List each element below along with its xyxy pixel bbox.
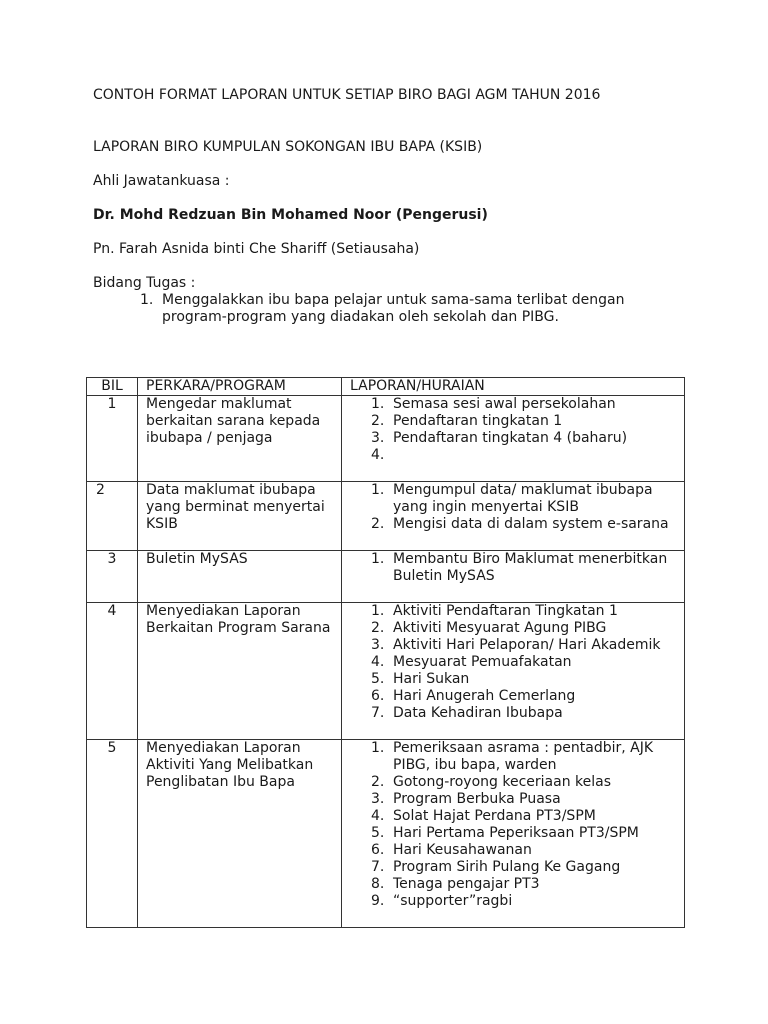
report-item-text: Hari Anugerah Cemerlang (393, 688, 576, 704)
row-report (342, 740, 685, 928)
chairperson-name: Dr. Mohd Redzuan Bin Mohamed Noor (Pengerusi) (93, 207, 488, 223)
row-report (342, 551, 685, 603)
document-title: CONTOH FORMAT LAPORAN UNTUK SETIAP BIRO BAGI AGM TAHUN 2016 (93, 87, 601, 103)
secretary-name: Pn. Farah Asnida binti Che Shariff (Setiausaha) (93, 241, 420, 257)
row-report (342, 482, 685, 551)
report-item (371, 654, 680, 671)
report-item (371, 740, 680, 774)
report-item (371, 808, 680, 825)
table-row (87, 482, 685, 551)
report-item-text: Aktiviti Pendaftaran Tingkatan 1 (393, 603, 618, 619)
report-item (371, 447, 680, 464)
report-item (371, 705, 680, 722)
report-item-text: Pemeriksaan asrama : pentadbir, AJK PIBG, ibu bapa, warden (393, 740, 654, 773)
report-item-number: 1. (371, 482, 385, 498)
report-item-list (371, 482, 680, 533)
report-item-list (371, 603, 680, 722)
row-program: Menyediakan Laporan Berkaitan Program Sarana (138, 603, 342, 740)
report-item-text: Data Kehadiran Ibubapa (393, 705, 563, 721)
duties-label: Bidang Tugas : (93, 275, 196, 291)
report-item-number: 2. (371, 620, 385, 636)
report-table (86, 377, 685, 928)
report-item-text: Aktiviti Hari Pelaporan/ Hari Akademik (393, 637, 661, 653)
report-item-text: Tenaga pengajar PT3 (393, 876, 540, 892)
report-item-number: 6. (371, 842, 385, 858)
report-item-number: 7. (371, 705, 385, 721)
duty-number: 1. (140, 292, 154, 308)
row-program: Menyediakan Laporan Aktiviti Yang Melibatkan Penglibatan Ibu Bapa (138, 740, 342, 928)
report-item-number: 1. (371, 740, 385, 756)
report-item-text: Aktiviti Mesyuarat Agung PIBG (393, 620, 607, 636)
report-item-list (371, 396, 680, 464)
report-item (371, 859, 680, 876)
report-item-text: Mengisi data di dalam system e-sarana (393, 516, 669, 532)
header-bil: BIL (87, 378, 138, 396)
report-item-text: Program Sirih Pulang Ke Gagang (393, 859, 621, 875)
duty-text: Menggalakkan ibu bapa pelajar untuk sama-sama terlibat dengan program-program yang diadakan oleh sekolah dan PIBG. (162, 292, 625, 325)
row-report (342, 603, 685, 740)
report-item (371, 516, 680, 533)
report-item (371, 876, 680, 893)
report-item (371, 482, 680, 516)
report-item-text: Hari Sukan (393, 671, 470, 687)
report-item-list (371, 551, 680, 585)
duties-list (140, 292, 680, 326)
row-bil: 4 (87, 603, 138, 740)
report-item-text: Hari Pertama Peperiksaan PT3/SPM (393, 825, 639, 841)
report-item (371, 825, 680, 842)
row-bil: 5 (87, 740, 138, 928)
report-item-number: 1. (371, 396, 385, 412)
report-item-number: 6. (371, 688, 385, 704)
row-program: Mengedar maklumat berkaitan sarana kepada ibubapa / penjaga (138, 396, 342, 482)
report-item-number: 4. (371, 447, 385, 463)
report-item (371, 620, 680, 637)
report-item-number: 9. (371, 893, 385, 909)
report-item-number: 7. (371, 859, 385, 875)
report-item (371, 396, 680, 413)
report-item-text: Mengumpul data/ maklumat ibubapa yang ingin menyertai KSIB (393, 482, 653, 515)
report-item-number: 4. (371, 654, 385, 670)
report-item-text: Pendaftaran tingkatan 4 (baharu) (393, 430, 628, 446)
report-item (371, 791, 680, 808)
row-program: Data maklumat ibubapa yang berminat menyertai KSIB (138, 482, 342, 551)
report-item-number: 3. (371, 637, 385, 653)
table-row (87, 740, 685, 928)
report-item-text: Gotong-royong keceriaan kelas (393, 774, 611, 790)
report-item-text (393, 447, 680, 464)
report-item-number: 3. (371, 791, 385, 807)
report-item (371, 413, 680, 430)
report-item (371, 842, 680, 859)
row-bil: 2 (87, 482, 138, 551)
report-item-number: 1. (371, 551, 385, 567)
report-item-number: 3. (371, 430, 385, 446)
report-item-text: “supporter”ragbi (393, 893, 513, 909)
header-program: PERKARA/PROGRAM (138, 378, 342, 396)
report-item (371, 671, 680, 688)
report-item (371, 430, 680, 447)
row-bil: 1 (87, 396, 138, 482)
table-header-row (87, 378, 685, 396)
report-item-list (371, 740, 680, 910)
report-item (371, 637, 680, 654)
report-item (371, 603, 680, 620)
row-bil: 3 (87, 551, 138, 603)
report-item (371, 893, 680, 910)
report-item-number: 2. (371, 413, 385, 429)
report-item-text: Pendaftaran tingkatan 1 (393, 413, 563, 429)
header-report: LAPORAN/HURAIAN (342, 378, 685, 396)
report-item (371, 688, 680, 705)
committee-label: Ahli Jawatankuasa : (93, 173, 230, 189)
report-item-text: Solat Hajat Perdana PT3/SPM (393, 808, 596, 824)
report-item-number: 5. (371, 825, 385, 841)
table-row (87, 551, 685, 603)
duty-item (140, 292, 680, 326)
report-item-number: 2. (371, 774, 385, 790)
row-program: Buletin MySAS (138, 551, 342, 603)
report-item-number: 4. (371, 808, 385, 824)
report-item-text: Membantu Biro Maklumat menerbitkan Buletin MySAS (393, 551, 668, 584)
table-row (87, 603, 685, 740)
report-item (371, 774, 680, 791)
table-row (87, 396, 685, 482)
report-item-text: Program Berbuka Puasa (393, 791, 561, 807)
report-item-number: 2. (371, 516, 385, 532)
report-subtitle: LAPORAN BIRO KUMPULAN SOKONGAN IBU BAPA (KSIB) (93, 139, 483, 155)
report-item (371, 551, 680, 585)
report-item-text: Mesyuarat Pemuafakatan (393, 654, 572, 670)
report-item-number: 1. (371, 603, 385, 619)
row-report (342, 396, 685, 482)
report-item-text: Hari Keusahawanan (393, 842, 532, 858)
report-item-text: Semasa sesi awal persekolahan (393, 396, 616, 412)
report-item-number: 5. (371, 671, 385, 687)
report-item-number: 8. (371, 876, 385, 892)
